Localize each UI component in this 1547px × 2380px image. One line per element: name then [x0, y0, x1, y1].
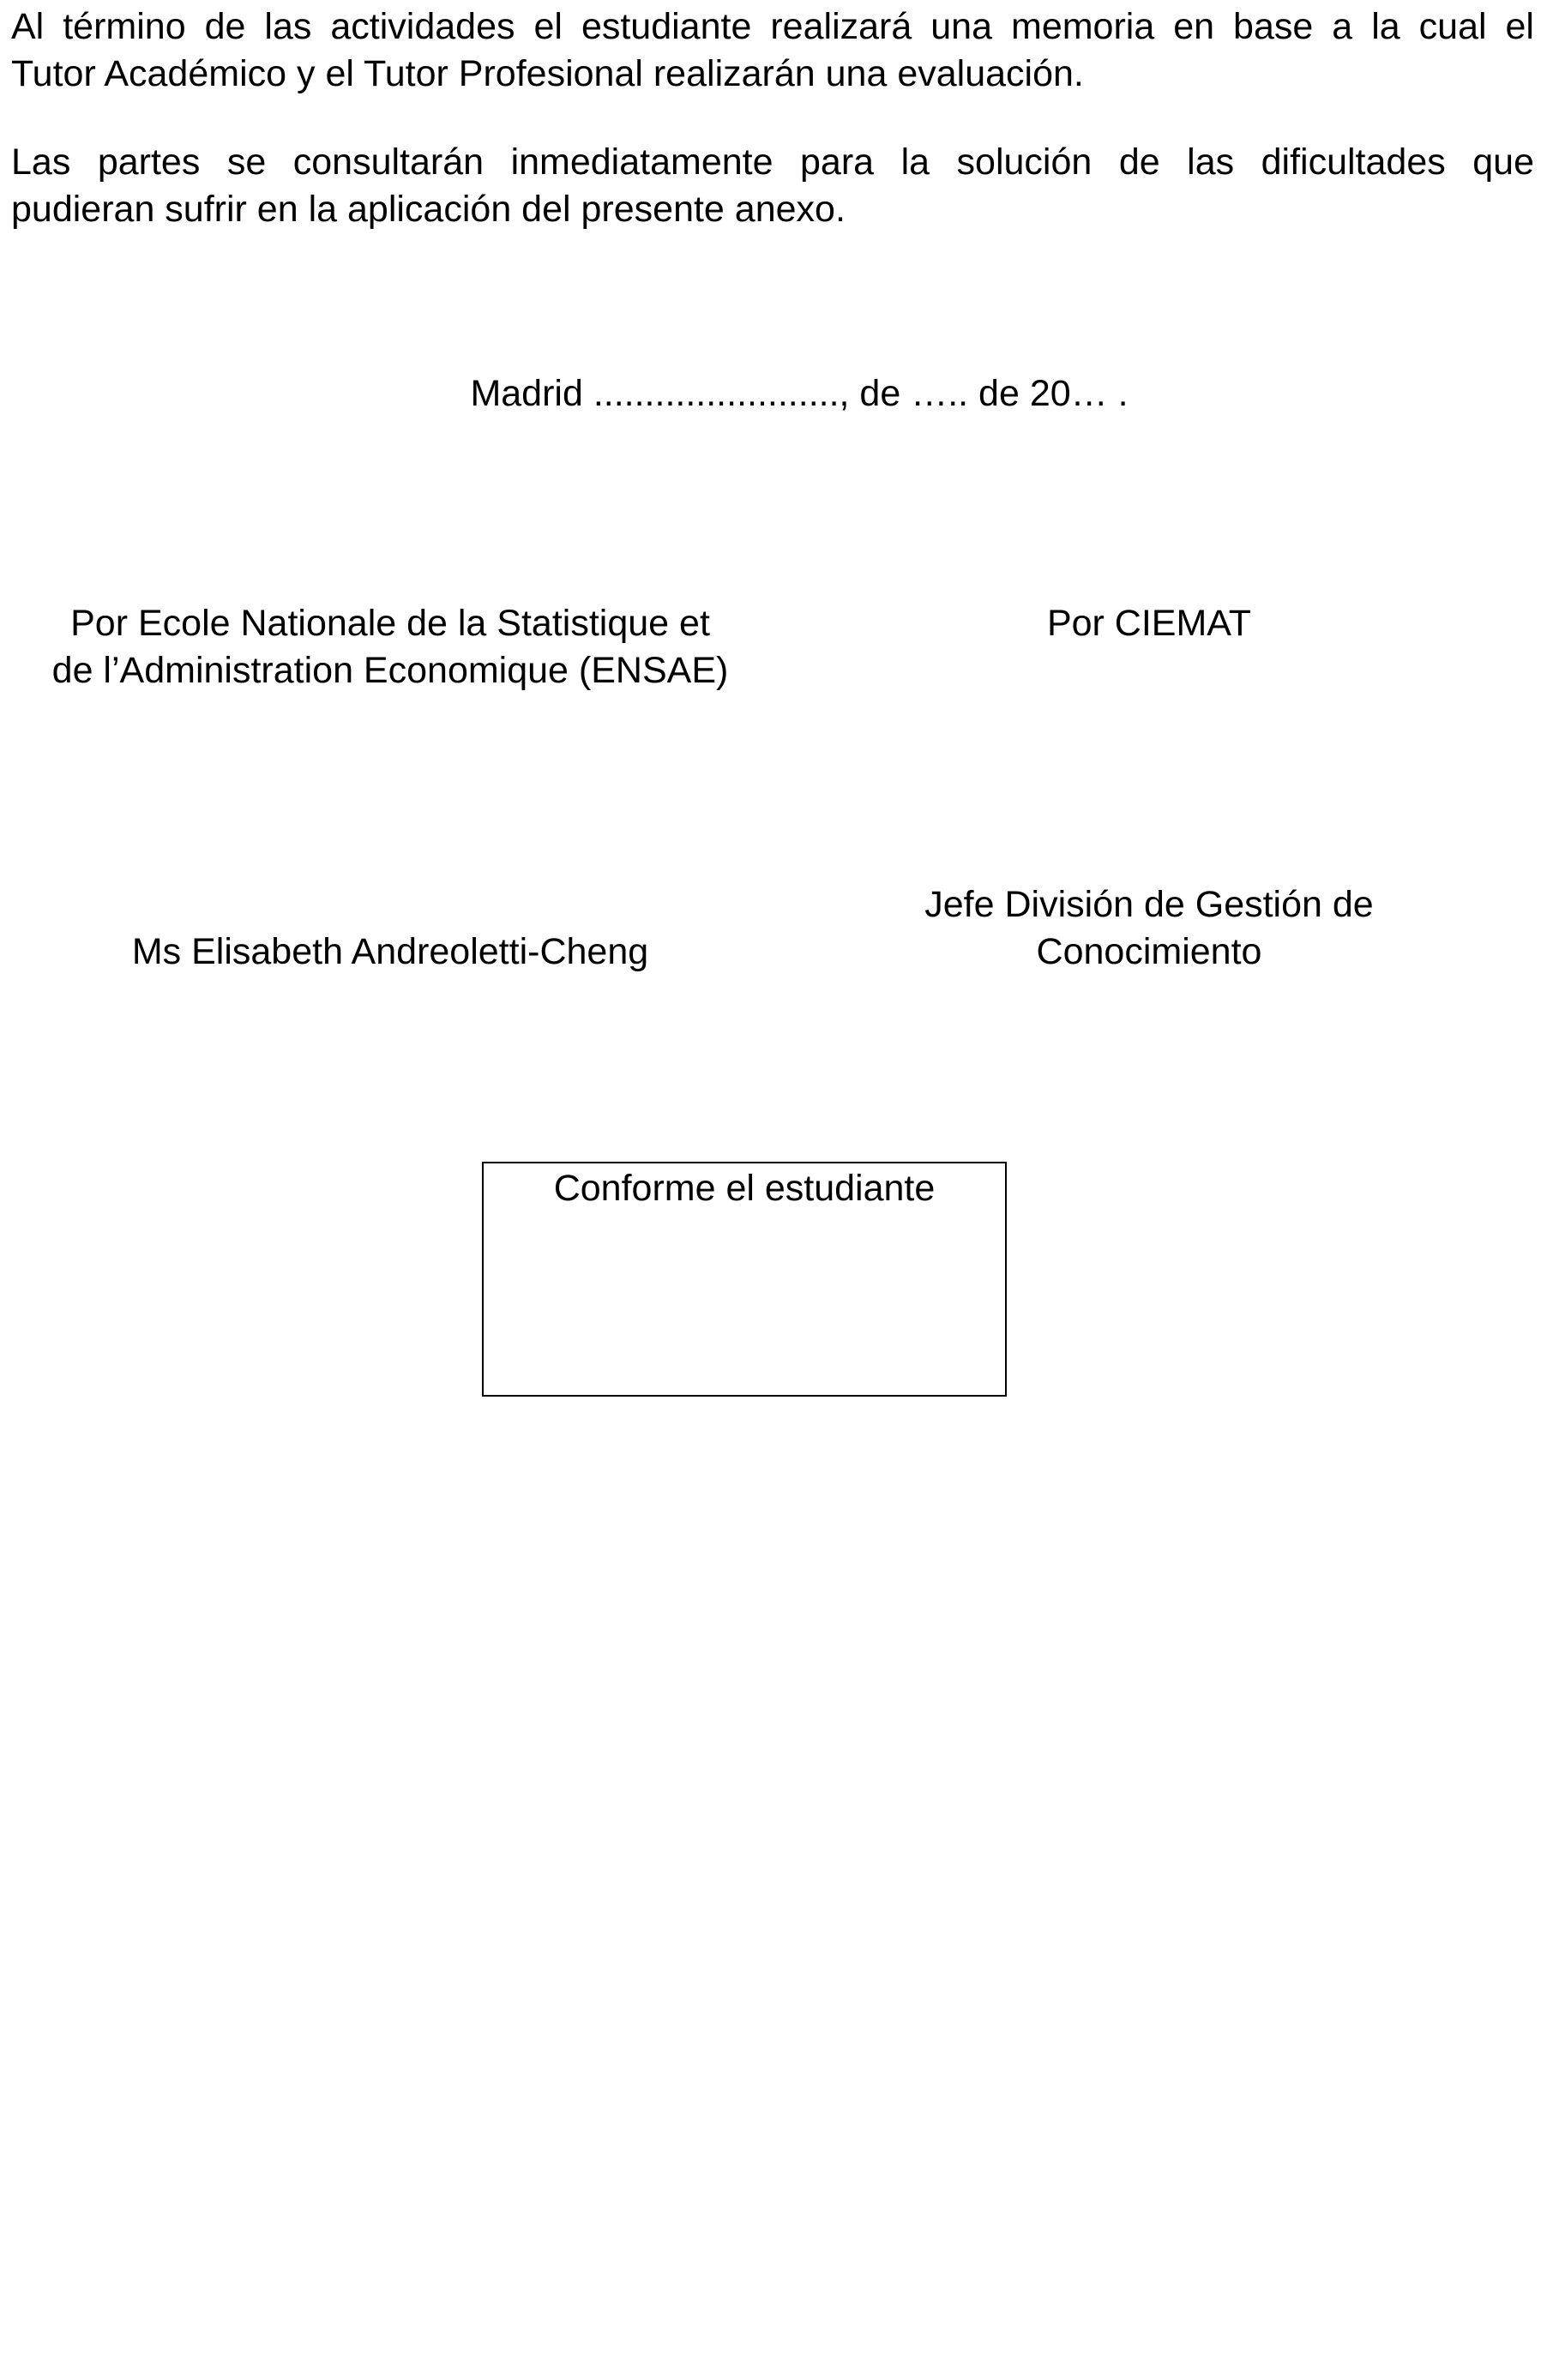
paragraph-line: Al término de las actividades el estudiante realizará una memoria en base a la cual el [11, 6, 1534, 47]
party-ensae [0, 600, 780, 694]
party-ciemat [875, 600, 1424, 647]
student-signature-box [482, 1162, 1007, 1397]
paragraph-line: Las partes se consultarán inmediatamente para la solución de las dificultades que [11, 141, 1534, 183]
party-line: Por CIEMAT [1046, 603, 1252, 644]
paragraph-line: Tutor Académico y el Tutor Profesional realizarán una evaluación. [11, 53, 1084, 94]
signer-line: Ms Elisabeth Andreoletti-Cheng [131, 931, 649, 972]
party-line: de l’Administration Economique (ENSAE) [51, 650, 729, 691]
place-date-line: Madrid ........................, de ….. de 20… . [470, 373, 1129, 414]
paragraph-consultation [11, 139, 1534, 233]
signer-ensae [0, 929, 780, 976]
paragraph-line: pudieran sufrir en la aplicación del presente anexo. [11, 189, 846, 230]
student-signature-label: Conforme el estudiante [553, 1168, 936, 1209]
signer-line: Conocimiento [1036, 931, 1262, 972]
paragraph-evaluation [11, 3, 1534, 98]
party-line: Por Ecole Nationale de la Statistique et [70, 603, 710, 644]
signer-ciemat [875, 881, 1424, 976]
signer-line: Jefe División de Gestión de [924, 884, 1374, 925]
